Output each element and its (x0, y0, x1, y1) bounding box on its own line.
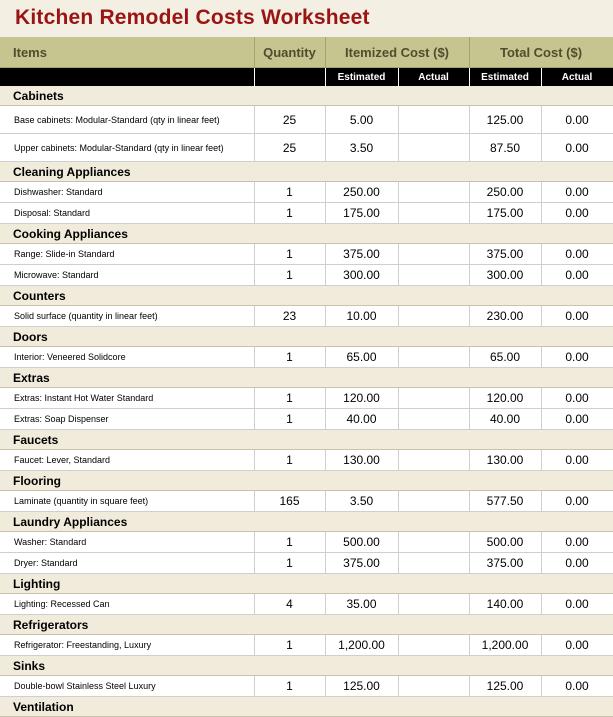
item-row (0, 635, 613, 656)
item-row (0, 388, 613, 409)
total-estimated-cell: 230.00 (469, 306, 541, 327)
total-actual-cell: 0.00 (541, 450, 613, 471)
total-estimated-cell: 65.00 (469, 347, 541, 368)
item-row (0, 182, 613, 203)
item-name: Dishwasher: Standard (0, 182, 254, 203)
itemized-actual-cell[interactable] (398, 244, 469, 265)
total-estimated-cell: 125.00 (469, 106, 541, 134)
itemized-estimated-cell[interactable]: 500.00 (325, 532, 398, 553)
itemized-estimated-cell[interactable]: 40.00 (325, 409, 398, 430)
itemized-actual-cell[interactable] (398, 676, 469, 697)
category-name: Doors (0, 327, 613, 347)
itemized-actual-cell[interactable] (398, 491, 469, 512)
itemized-estimated-cell[interactable]: 3.50 (325, 491, 398, 512)
total-estimated-cell: 87.50 (469, 134, 541, 162)
itemized-estimated-cell[interactable]: 300.00 (325, 265, 398, 286)
item-row (0, 594, 613, 615)
item-row (0, 553, 613, 574)
total-estimated-cell: 125.00 (469, 676, 541, 697)
total-estimated-cell: 300.00 (469, 265, 541, 286)
header-itemized-cost: Itemized Cost ($) (325, 37, 469, 68)
total-estimated-cell: 175.00 (469, 203, 541, 224)
total-actual-cell: 0.00 (541, 106, 613, 134)
category-row (0, 615, 613, 635)
itemized-estimated-cell[interactable]: 3.50 (325, 134, 398, 162)
category-row (0, 574, 613, 594)
itemized-estimated-cell[interactable]: 175.00 (325, 203, 398, 224)
item-name: Dryer: Standard (0, 553, 254, 574)
category-row (0, 430, 613, 450)
quantity-cell[interactable]: 25 (254, 106, 325, 134)
itemized-actual-cell[interactable] (398, 134, 469, 162)
item-name: Base cabinets: Modular-Standard (qty in linear feet) (0, 106, 254, 134)
quantity-cell[interactable]: 1 (254, 244, 325, 265)
total-actual-cell: 0.00 (541, 388, 613, 409)
item-row (0, 491, 613, 512)
quantity-cell[interactable]: 1 (254, 203, 325, 224)
category-name: Sinks (0, 656, 613, 676)
item-row (0, 676, 613, 697)
header-total-cost: Total Cost ($) (469, 37, 613, 68)
itemized-estimated-cell[interactable]: 65.00 (325, 347, 398, 368)
item-row (0, 409, 613, 430)
item-name: Range: Slide-in Standard (0, 244, 254, 265)
total-actual-cell: 0.00 (541, 594, 613, 615)
category-name: Laundry Appliances (0, 512, 613, 532)
total-estimated-cell: 1,200.00 (469, 635, 541, 656)
total-actual-cell: 0.00 (541, 553, 613, 574)
total-actual-cell: 0.00 (541, 134, 613, 162)
category-row (0, 327, 613, 347)
itemized-estimated-cell[interactable]: 35.00 (325, 594, 398, 615)
quantity-cell[interactable]: 25 (254, 134, 325, 162)
total-estimated-cell: 120.00 (469, 388, 541, 409)
itemized-actual-cell[interactable] (398, 388, 469, 409)
category-row (0, 286, 613, 306)
item-row (0, 106, 613, 134)
total-estimated-cell: 375.00 (469, 244, 541, 265)
total-actual-cell: 0.00 (541, 635, 613, 656)
item-row (0, 265, 613, 286)
itemized-actual-cell[interactable] (398, 594, 469, 615)
itemized-actual-cell[interactable] (398, 450, 469, 471)
quantity-cell[interactable]: 1 (254, 532, 325, 553)
total-actual-cell: 0.00 (541, 265, 613, 286)
subheader-blank (254, 68, 325, 87)
total-estimated-cell: 140.00 (469, 594, 541, 615)
itemized-actual-cell[interactable] (398, 265, 469, 286)
subheader-itemized-estimated: Estimated (325, 68, 398, 87)
category-row (0, 86, 613, 106)
item-name: Interior: Veneered Solidcore (0, 347, 254, 368)
itemized-estimated-cell[interactable]: 375.00 (325, 244, 398, 265)
item-name: Faucet: Lever, Standard (0, 450, 254, 471)
subheader-total-estimated: Estimated (469, 68, 541, 87)
category-name: Faucets (0, 430, 613, 450)
itemized-estimated-cell[interactable]: 10.00 (325, 306, 398, 327)
item-name: Upper cabinets: Modular-Standard (qty in linear feet) (0, 134, 254, 162)
itemized-actual-cell[interactable] (398, 106, 469, 134)
itemized-estimated-cell[interactable]: 120.00 (325, 388, 398, 409)
quantity-cell[interactable]: 1 (254, 553, 325, 574)
itemized-actual-cell[interactable] (398, 182, 469, 203)
header-items: Items (0, 37, 254, 68)
total-estimated-cell: 500.00 (469, 532, 541, 553)
total-actual-cell: 0.00 (541, 244, 613, 265)
category-name: Cleaning Appliances (0, 162, 613, 182)
worksheet-title: Kitchen Remodel Costs Worksheet (15, 6, 370, 29)
quantity-cell[interactable]: 1 (254, 676, 325, 697)
itemized-actual-cell[interactable] (398, 347, 469, 368)
item-name: Refrigerator: Freestanding, Luxury (0, 635, 254, 656)
quantity-cell[interactable]: 165 (254, 491, 325, 512)
total-actual-cell: 0.00 (541, 676, 613, 697)
item-name: Washer: Standard (0, 532, 254, 553)
itemized-actual-cell[interactable] (398, 635, 469, 656)
total-estimated-cell: 375.00 (469, 553, 541, 574)
itemized-estimated-cell[interactable]: 5.00 (325, 106, 398, 134)
quantity-cell[interactable]: 1 (254, 347, 325, 368)
total-actual-cell: 0.00 (541, 347, 613, 368)
total-actual-cell: 0.00 (541, 491, 613, 512)
cost-table (0, 37, 613, 717)
item-name: Solid surface (quantity in linear feet) (0, 306, 254, 327)
item-name: Extras: Soap Dispenser (0, 409, 254, 430)
itemized-estimated-cell[interactable]: 130.00 (325, 450, 398, 471)
itemized-actual-cell[interactable] (398, 553, 469, 574)
item-name: Microwave: Standard (0, 265, 254, 286)
category-row (0, 697, 613, 717)
item-row (0, 450, 613, 471)
category-row (0, 368, 613, 388)
itemized-actual-cell[interactable] (398, 532, 469, 553)
subheader-row (0, 68, 613, 87)
item-row (0, 306, 613, 327)
category-name: Refrigerators (0, 615, 613, 635)
itemized-actual-cell[interactable] (398, 203, 469, 224)
category-name: Counters (0, 286, 613, 306)
item-row (0, 134, 613, 162)
itemized-actual-cell[interactable] (398, 409, 469, 430)
header-row (0, 37, 613, 68)
item-name: Lighting: Recessed Can (0, 594, 254, 615)
quantity-cell[interactable]: 1 (254, 388, 325, 409)
header-quantity: Quantity (254, 37, 325, 68)
total-estimated-cell: 130.00 (469, 450, 541, 471)
total-estimated-cell: 40.00 (469, 409, 541, 430)
category-row (0, 224, 613, 244)
total-actual-cell: 0.00 (541, 409, 613, 430)
category-name: Ventilation (0, 697, 613, 717)
quantity-cell[interactable]: 4 (254, 594, 325, 615)
subheader-itemized-actual: Actual (398, 68, 469, 87)
category-name: Extras (0, 368, 613, 388)
subheader-blank (0, 68, 254, 87)
total-estimated-cell: 250.00 (469, 182, 541, 203)
category-name: Lighting (0, 574, 613, 594)
total-actual-cell: 0.00 (541, 182, 613, 203)
item-name: Extras: Instant Hot Water Standard (0, 388, 254, 409)
quantity-cell[interactable]: 1 (254, 635, 325, 656)
item-row (0, 244, 613, 265)
itemized-actual-cell[interactable] (398, 306, 469, 327)
item-name: Double-bowl Stainless Steel Luxury (0, 676, 254, 697)
total-actual-cell: 0.00 (541, 532, 613, 553)
itemized-estimated-cell[interactable]: 250.00 (325, 182, 398, 203)
category-name: Cooking Appliances (0, 224, 613, 244)
itemized-estimated-cell[interactable]: 375.00 (325, 553, 398, 574)
quantity-cell[interactable]: 23 (254, 306, 325, 327)
category-name: Cabinets (0, 86, 613, 106)
item-row (0, 347, 613, 368)
item-name: Laminate (quantity in square feet) (0, 491, 254, 512)
itemized-estimated-cell[interactable]: 125.00 (325, 676, 398, 697)
itemized-estimated-cell[interactable]: 1,200.00 (325, 635, 398, 656)
quantity-cell[interactable]: 1 (254, 182, 325, 203)
category-row (0, 656, 613, 676)
item-row (0, 532, 613, 553)
item-row (0, 203, 613, 224)
total-estimated-cell: 577.50 (469, 491, 541, 512)
quantity-cell[interactable]: 1 (254, 409, 325, 430)
item-name: Disposal: Standard (0, 203, 254, 224)
category-row (0, 512, 613, 532)
category-row (0, 162, 613, 182)
total-actual-cell: 0.00 (541, 203, 613, 224)
quantity-cell[interactable]: 1 (254, 265, 325, 286)
subheader-total-actual: Actual (541, 68, 613, 87)
category-name: Flooring (0, 471, 613, 491)
category-row (0, 471, 613, 491)
total-actual-cell: 0.00 (541, 306, 613, 327)
quantity-cell[interactable]: 1 (254, 450, 325, 471)
